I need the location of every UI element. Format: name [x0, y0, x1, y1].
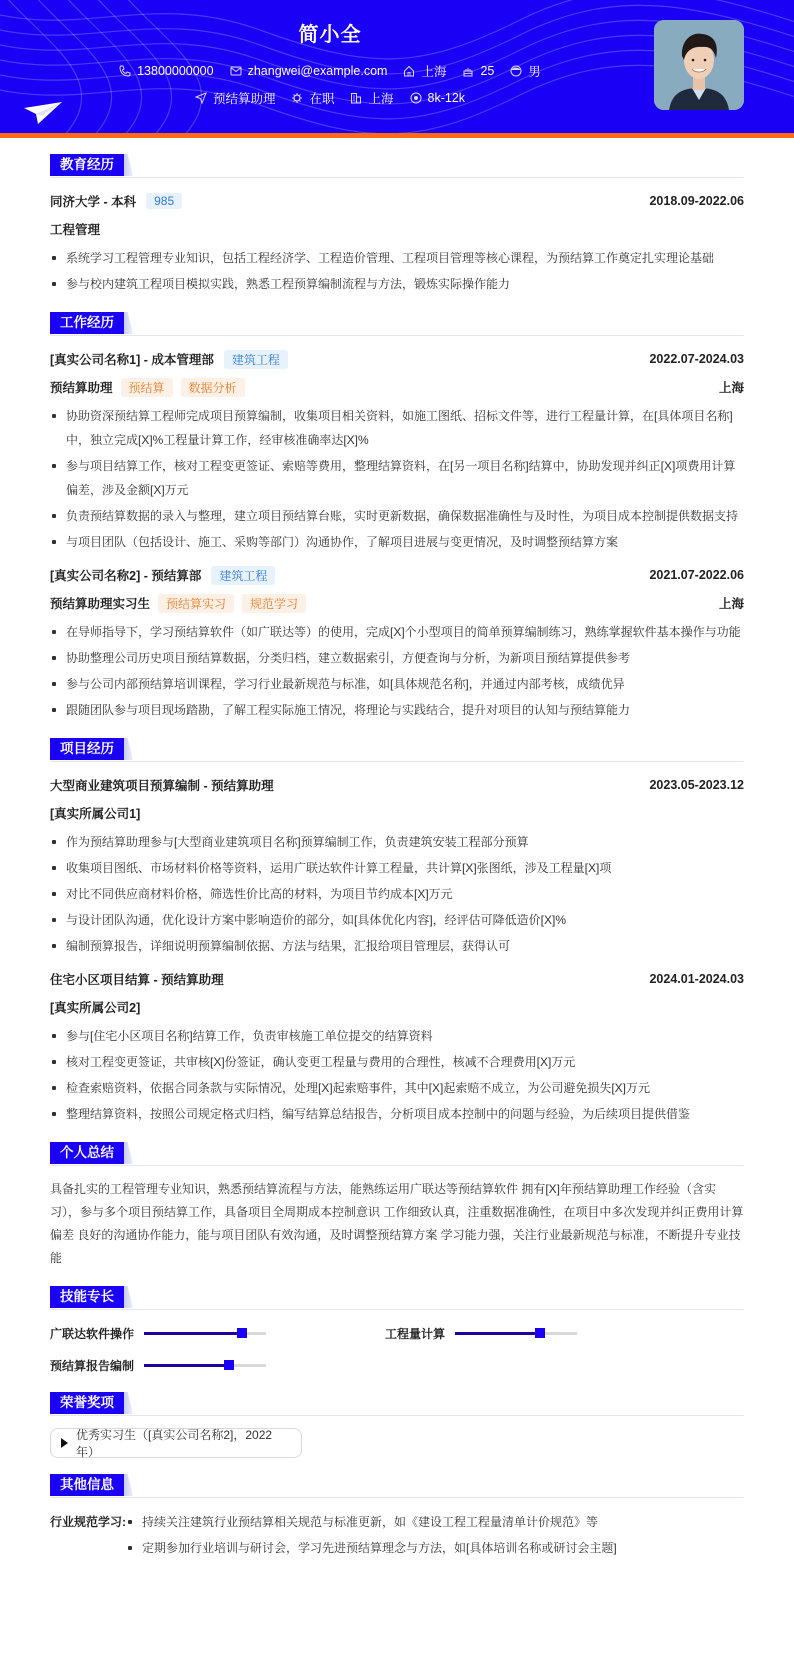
salary-item [410, 91, 466, 105]
role-tag: 数据分析 [181, 378, 245, 397]
bullet-list [50, 1024, 744, 1126]
skill-level-handle [224, 1360, 234, 1370]
major-row [50, 216, 744, 242]
period: 2021.07-2022.06 [649, 568, 744, 582]
avatar-photo [654, 20, 744, 110]
work-entry [50, 564, 744, 722]
avatar-portrait-illustration [654, 20, 744, 110]
period: 2024.01-2024.03 [649, 972, 744, 986]
city-item [403, 62, 446, 80]
major: 工程管理 [50, 223, 101, 237]
role-left [50, 378, 245, 397]
skill-item [50, 1322, 385, 1344]
work-entry [50, 348, 744, 554]
period: 2022.07-2024.03 [649, 352, 744, 366]
role-row [50, 590, 744, 616]
awards-section [50, 1392, 744, 1458]
school-tag: 985 [146, 193, 182, 209]
project-name: 大型商业建筑项目预算编制 - 预结算助理 [50, 779, 274, 793]
entry-header-left [50, 350, 288, 369]
company-department: [真实公司名称1] - 成本管理部 [50, 353, 214, 367]
skill-level-bar [455, 1332, 577, 1335]
list-item: 收集项目图纸、市场材料价格等资料，运用广联达软件计算工程量，共计算[X]张图纸，涉及工程量[X]项 [50, 856, 744, 880]
skill-level-fill [144, 1364, 229, 1367]
summary-title: 个人总结 [50, 1142, 124, 1164]
education-title: 教育经历 [50, 154, 124, 176]
skills-title: 技能专长 [50, 1286, 124, 1308]
project-company-row [50, 994, 744, 1020]
skill-level-bar [144, 1364, 266, 1367]
list-item: 参与校内建筑工程项目模拟实践，熟悉工程预算编制流程与方法，锻炼实际操作能力 [50, 272, 744, 296]
mail-icon [230, 65, 242, 77]
award-text: 优秀实习生（[真实公司名称2]，2022年） [76, 1428, 273, 1459]
list-item: 对比不同供应商材料价格，筛选性价比高的材料，为项目节约成本[X]万元 [50, 882, 744, 906]
projects-title: 项目经历 [50, 738, 124, 760]
entry-header-left [50, 566, 275, 585]
target-city: 上海 [368, 92, 394, 106]
target-position-item [195, 89, 276, 107]
list-item: 参与[住宅小区项目名称]结算工作，负责审核施工单位提交的结算资料 [50, 1024, 744, 1048]
skills-section [50, 1286, 744, 1376]
project-company-row [50, 800, 744, 826]
job-intent-row [0, 89, 660, 107]
project-company: [真实所属公司2] [50, 1001, 141, 1015]
role-row [50, 374, 744, 400]
list-item: 与设计团队沟通，优化设计方案中影响造价的部分，如[具体优化内容]，经评估可降低造价[X]% [50, 908, 744, 932]
phone-number: 13800000000 [137, 64, 214, 78]
city: 上海 [421, 65, 447, 79]
phone-icon [119, 65, 131, 77]
skill-level-fill [144, 1332, 242, 1335]
phone-item [119, 64, 213, 78]
send-icon [195, 92, 207, 104]
industry-tag: 建筑工程 [224, 350, 288, 369]
entry-header-left [50, 192, 182, 210]
list-item: 参与项目结算工作，核对工程变更签证、索赔等费用，整理结算资料，在[另一项目名称]结算中，协助发现并纠正[X]项费用计算偏差，涉及金额[X]万元 [50, 454, 744, 502]
list-item: 跟随团队参与项目现场踏勘，了解工程实际施工情况，将理论与实践结合，提升对项目的认知与预结算能力 [50, 698, 744, 722]
section-heading [50, 738, 744, 762]
entry-header [50, 564, 744, 586]
section-heading [50, 1474, 744, 1498]
caret-right-icon [61, 1438, 68, 1448]
skill-level-bar [144, 1332, 266, 1335]
project-entry [50, 968, 744, 1126]
other-title: 其他信息 [50, 1474, 124, 1496]
project-company: [真实所属公司1] [50, 807, 141, 821]
role: 预结算助理 [50, 381, 113, 395]
location: 上海 [718, 597, 744, 611]
list-item: 核对工程变更签证，共审核[X]份签证，确认变更工程量与费用的合理性，核减不合理费用[X]万元 [50, 1050, 744, 1074]
skill-item [385, 1322, 720, 1344]
project-entry [50, 774, 744, 958]
age-icon [462, 65, 474, 77]
salary-icon [410, 92, 422, 104]
period: 2018.09-2022.06 [649, 194, 744, 208]
target-city-item [350, 89, 393, 107]
role-tag: 预结算实习 [158, 594, 234, 613]
award-item[interactable] [50, 1428, 302, 1458]
skill-name: 预结算报告编制 [50, 1358, 135, 1373]
list-item: 与项目团队（包括设计、施工、采购等部门）沟通协作，了解项目进展与变更情况，及时调整预结算方案 [50, 530, 744, 554]
work-title: 工作经历 [50, 312, 124, 334]
entry-header [50, 190, 744, 212]
section-heading [50, 154, 744, 178]
bullet-list [50, 404, 744, 554]
email-item [230, 64, 388, 78]
skill-name: 广联达软件操作 [50, 1326, 135, 1341]
list-item: 协助资深预结算工程师完成项目预算编制，收集项目相关资料，如施工图纸、招标文件等，进行工程量计算，在[具体项目名称]中，独立完成[X]%工程量计算工作，经审核准确率达[X]% [50, 404, 744, 452]
bullet-list [126, 1510, 617, 1562]
gender-item [510, 62, 541, 80]
section-heading [50, 1286, 744, 1310]
email-address: zhangwei@example.com [247, 64, 388, 78]
skill-level-handle [237, 1328, 247, 1338]
list-item: 整理结算资料，按照公司规定格式归档，编写结算总结报告，分析项目成本控制中的问题与经验，为后续项目提供借鉴 [50, 1102, 744, 1126]
home-icon [403, 65, 415, 77]
awards-title: 荣誉奖项 [50, 1392, 124, 1414]
projects-section [50, 738, 744, 1126]
header-accent-bar [0, 133, 794, 138]
period: 2023.05-2023.12 [649, 778, 744, 792]
skill-level-handle [535, 1328, 545, 1338]
other-section [50, 1474, 744, 1562]
other-info-row [50, 1510, 744, 1562]
section-heading [50, 1392, 744, 1416]
list-item: 编制预算报告，详细说明预算编制依据、方法与结果，汇报给项目管理层，获得认可 [50, 934, 744, 958]
bullet-list [50, 246, 744, 296]
job-status-item [291, 89, 334, 107]
school-degree: 同济大学 - 本科 [50, 195, 137, 209]
bullet-list [50, 830, 744, 958]
section-heading [50, 1142, 744, 1166]
role-tag: 预结算 [121, 378, 173, 397]
work-section [50, 312, 744, 722]
contact-info-row [0, 62, 660, 80]
resume-body [0, 154, 794, 1562]
expected-salary: 8k-12k [427, 91, 466, 105]
skill-name: 工程量计算 [385, 1326, 446, 1341]
skill-item [50, 1354, 385, 1376]
resume-header [0, 0, 794, 138]
list-item: 系统学习工程管理专业知识，包括工程经济学、工程造价管理、工程项目管理等核心课程，为预结算工作奠定扎实理论基础 [50, 246, 744, 270]
section-heading [50, 312, 744, 336]
gender-icon [510, 65, 522, 77]
skills-grid [50, 1322, 744, 1376]
list-item: 参与公司内部预结算培训课程，学习行业最新规范与标准，如[具体规范名称]，并通过内部考核，成绩优异 [50, 672, 744, 696]
list-item: 检查索赔资料，依据合同条款与实际情况，处理[X]起索赔事件，其中[X]起索赔不成立，为公司避免损失[X]万元 [50, 1076, 744, 1100]
building-icon [350, 92, 362, 104]
job-status: 在职 [309, 92, 335, 106]
list-item: 持续关注建筑行业预结算相关规范与标准更新，如《建设工程工程量清单计价规范》等 [126, 1510, 617, 1534]
candidate-name: 简小全 [298, 24, 362, 46]
summary-section [50, 1142, 744, 1270]
skill-level-fill [455, 1332, 540, 1335]
list-item: 在导师指导下，学习预结算软件（如广联达等）的使用，完成[X]个小型项目的简单预算编制练习，熟练掌握软件基本操作与功能 [50, 620, 744, 644]
target-position: 预结算助理 [212, 92, 276, 106]
entry-header [50, 968, 744, 990]
list-item: 负责预结算数据的录入与整理，建立项目预结算台账，实时更新数据，确保数据准确性与及时性，为项目成本控制提供数据支持 [50, 504, 744, 528]
status-icon [291, 92, 303, 104]
company-department: [真实公司名称2] - 预结算部 [50, 569, 202, 583]
list-item: 定期参加行业培训与研讨会，学习先进预结算理念与方法，如[具体培训名称或研讨会主题] [126, 1536, 617, 1560]
entry-header [50, 774, 744, 796]
bullet-list [50, 620, 744, 722]
industry-tag: 建筑工程 [211, 566, 275, 585]
list-item: 协助整理公司历史项目预结算数据，分类归档，建立数据索引，方便查询与分析，为新项目预结算提供参考 [50, 646, 744, 670]
education-section [50, 154, 744, 296]
role-tag: 规范学习 [242, 594, 306, 613]
age: 25 [480, 64, 495, 78]
role-left [50, 594, 306, 613]
role: 预结算助理实习生 [50, 597, 151, 611]
location: 上海 [718, 381, 744, 395]
summary-text: 具备扎实的工程管理专业知识，熟悉预结算流程与方法，能熟练运用广联达等预结算软件 拥有[X]年预结算助理工作经验（含实习），参与多个项目预结算工作，具备项目全周期成本控制意识 工作细致认真，注重数据准确性，在项目中多次发现并纠正费用计算偏差 良好的沟通协作能力，能与项目团队有效沟通，及时调整预结算方案 学习能力强，关注行业最新规范与标准，不断提升专业技能 [50, 1182, 744, 1265]
gender: 男 [528, 65, 541, 79]
list-item: 作为预结算助理参与[大型商业建筑项目名称]预算编制工作，负责建筑安装工程部分预算 [50, 830, 744, 854]
other-info-label: 行业规范学习: [50, 1515, 126, 1529]
education-entry [50, 190, 744, 296]
project-name: 住宅小区项目结算 - 预结算助理 [50, 973, 224, 987]
entry-header [50, 348, 744, 370]
age-item [462, 64, 494, 78]
